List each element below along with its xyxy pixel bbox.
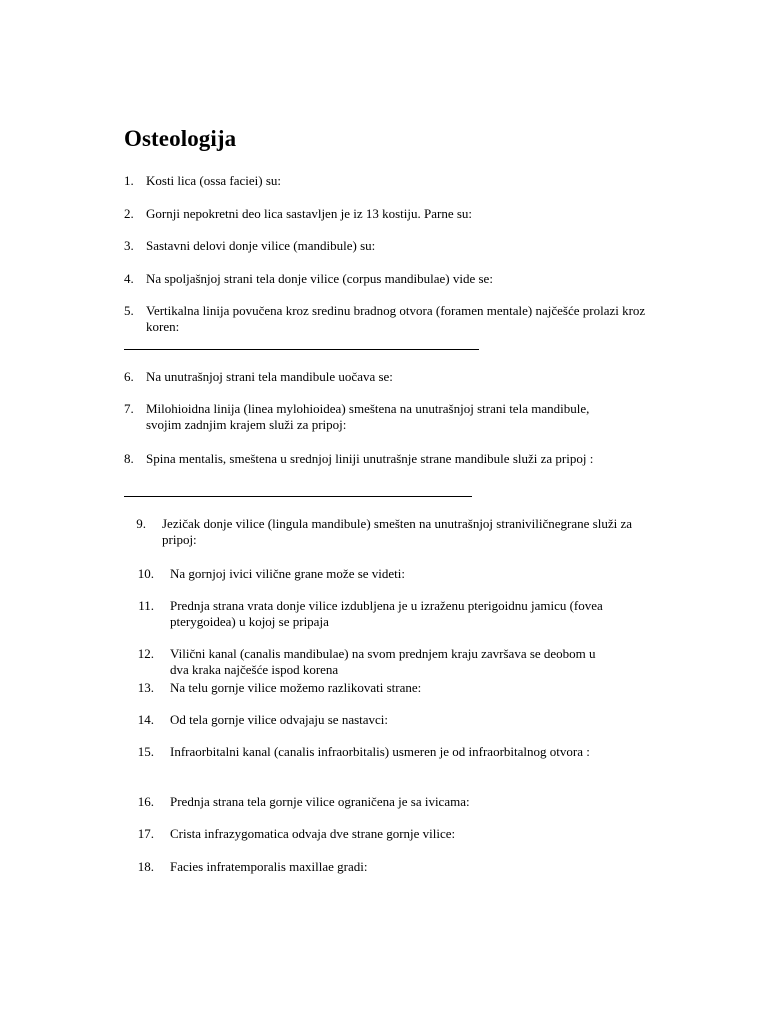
question-text: Milohioidna linija (linea mylohioidea) smeštena na unutrašnjoj strani tela mandibule, svojim zadnjim krajem služi za pripoj:	[146, 401, 590, 432]
question-number: 6.	[124, 369, 134, 384]
question-text: Na unutrašnjoj strani tela mandibule uočava se:	[146, 369, 393, 384]
question-text: Vilični kanal (canalis mandibulae) na svom prednjem kraju završava se deobom u dva kraka najčešće ispod korena	[170, 646, 596, 677]
question-number: 18.	[137, 859, 154, 874]
question-text: Kosti lica (ossa faciei) su:	[146, 173, 282, 188]
question-text: Crista infrazygomatica odvaja dve strane gornje vilice:	[170, 826, 456, 841]
question-text: Prednja strana tela gornje vilice ograničena je sa ivicama:	[170, 794, 470, 809]
question-text: Facies infratemporalis maxillae gradi:	[170, 859, 368, 874]
question-number: 5.	[124, 303, 134, 318]
question-number: 14.	[137, 712, 154, 727]
answer-line	[124, 349, 479, 350]
question-text: Na gornjoj ivici vilične grane može se videti:	[170, 566, 406, 581]
question-text: Vertikalna linija povučena kroz sredinu bradnog otvora (foramen mentale) najčešće prolazi kroz koren:	[146, 303, 646, 334]
question-text: Spina mentalis, smeštena u srednjoj liniji unutrašnje strane mandibule služi za pripoj :	[146, 451, 594, 466]
question-text: Sastavni delovi donje vilice (mandibule) su:	[146, 238, 376, 253]
question-text: Na spoljašnjoj strani tela donje vilice (corpus mandibulae) vide se:	[146, 271, 493, 286]
question-text: Prednja strana vrata donje vilice izdubljena je u izraženu pterigoidnu jamicu (fovea pterygoidea) u kojoj se pripaja	[170, 598, 603, 629]
question-number: 12.	[137, 646, 154, 661]
question-number: 17.	[137, 826, 154, 841]
question-number: 4.	[124, 271, 134, 286]
question-number: 9.	[136, 516, 146, 531]
question-number: 8.	[124, 451, 134, 466]
question-text: Gornji nepokretni deo lica sastavljen je iz 13 kostiju. Parne su:	[146, 206, 473, 221]
question-text: Infraorbitalni kanal (canalis infraorbitalis) usmeren je od infraorbitalnog otvora :	[170, 744, 590, 759]
document-title: Osteologija	[124, 126, 237, 151]
question-number: 2.	[124, 206, 134, 221]
question-text: Jezičak donje vilice (lingula mandibule) smešten na unutrašnjoj straniviličnegrane služi za pripoj:	[162, 516, 633, 547]
answer-line	[124, 496, 472, 497]
question-text: Od tela gornje vilice odvajaju se nastavci:	[170, 712, 389, 727]
question-number: 13.	[137, 680, 154, 695]
question-number: 10.	[137, 566, 154, 581]
question-number: 7.	[124, 401, 134, 416]
question-number: 16.	[137, 794, 154, 809]
question-number: 1.	[124, 173, 134, 188]
question-number: 15.	[137, 744, 154, 759]
question-text: Na telu gornje vilice možemo razlikovati strane:	[170, 680, 422, 695]
question-number: 3.	[124, 238, 134, 253]
question-number: 11.	[138, 598, 154, 613]
